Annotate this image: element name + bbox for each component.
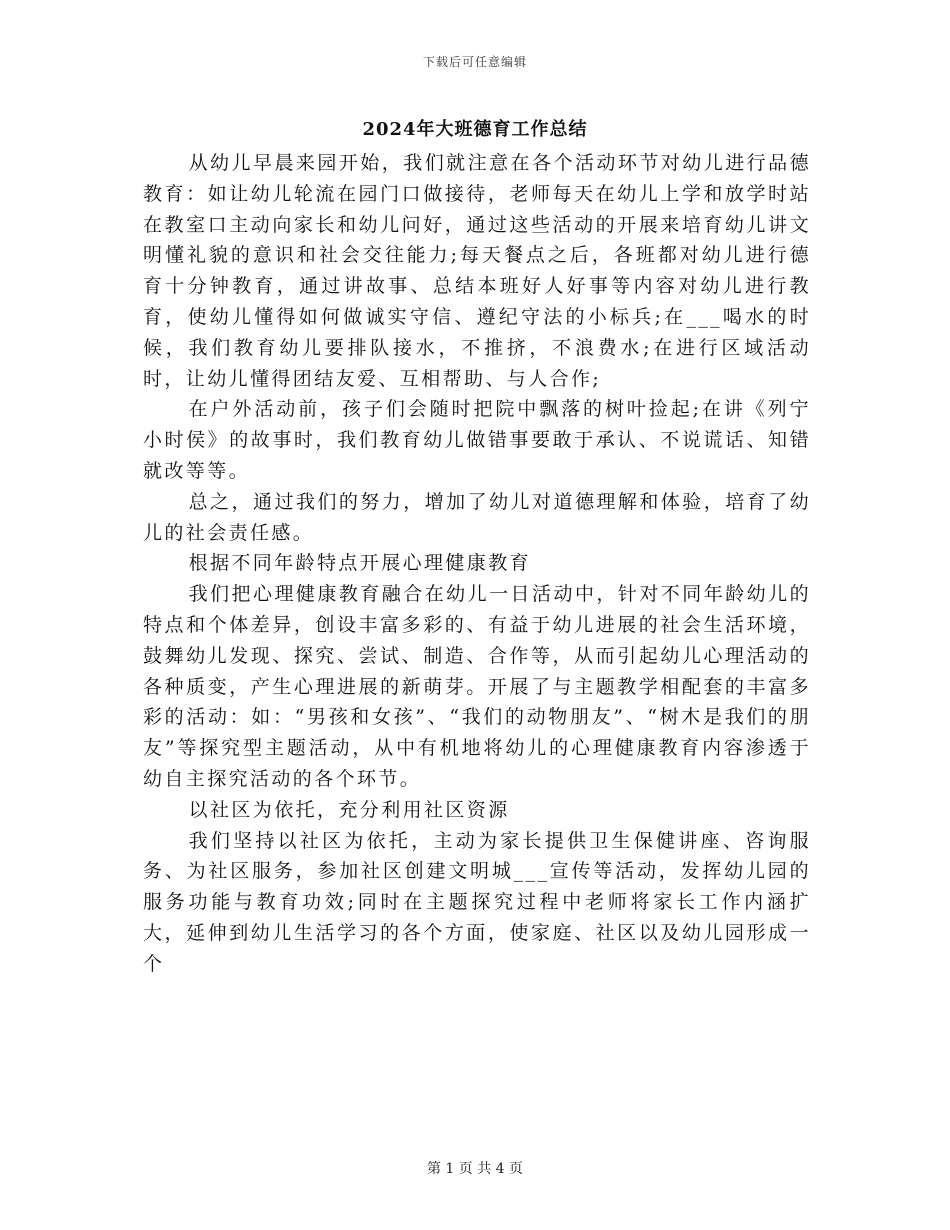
section-heading-mental-health: 根据不同年龄特点开展心理健康教育 bbox=[188, 552, 531, 575]
paragraph-outdoor-activities: 在户外活动前，孩子们会随时把院中飘落的树叶捡起;在讲《列宁小时侯》的故事时，我们教育幼儿做错事要敢于承认、不说谎话、知错就改等等。 bbox=[143, 398, 811, 482]
paragraph-mental-health: 我们把心理健康教育融合在幼儿一日活动中，针对不同年龄幼儿的特点和个体差异，创设丰富多彩的、有益于幼儿进展的社会生活环境，鼓舞幼儿发现、探究、尝试、制造、合作等，从而引起幼儿心理活动的各种质变，产生心理进展的新萌芽。开展了与主题教学相配套的丰富多彩的活动：如：“男孩和女孩”、“我们的动物朋友”、“树木是我们的朋友”等探究型主题活动，从中有机地将幼儿的心理健康教育内容渗透于幼自主探究活动的各个环节。 bbox=[143, 583, 811, 790]
paragraph-community: 我们坚持以社区为依托，主动为家长提供卫生保健讲座、咨询服务、为社区服务，参加社区创建文明城___宣传等活动，发挥幼儿园的服务功能与教育功效;同时在主题探究过程中老师将家长工作内涵扩大，延伸到幼儿生活学习的各个方面，使家庭、社区以及幼儿园形成一个 bbox=[143, 829, 811, 975]
paragraph-moral-education: 从幼儿早晨来园开始，我们就注意在各个活动环节对幼儿进行品德教育：如让幼儿轮流在园门口做接待，老师每天在幼儿上学和放学时站在教室口主动向家长和幼儿问好，通过这些活动的开展来培育幼儿讲文明懂礼貌的意识和社会交往能力;每天餐点之后，各班都对幼儿进行德育十分钟教育，通过讲故事、总结本班好人好事等内容对幼儿进行教育，使幼儿懂得如何做诚实守信、遵纪守法的小标兵;在___喝水的时候，我们教育幼儿要排队接水，不推挤，不浪费水;在进行区域活动时，让幼儿懂得团结友爱、互相帮助、与人合作; bbox=[143, 152, 811, 390]
document-body bbox=[143, 148, 811, 980]
document-title: 2024年大班德育工作总结 bbox=[362, 119, 588, 140]
paragraph-summary: 总之，通过我们的努力，增加了幼儿对道德理解和体验，培育了幼儿的社会责任感。 bbox=[143, 490, 811, 544]
header-note: 下载后可任意编辑 bbox=[422, 55, 527, 69]
section-heading-community: 以社区为依托，充分利用社区资源 bbox=[188, 798, 510, 821]
page-number-footer: 第 1 页 共 4 页 bbox=[426, 1161, 524, 1177]
